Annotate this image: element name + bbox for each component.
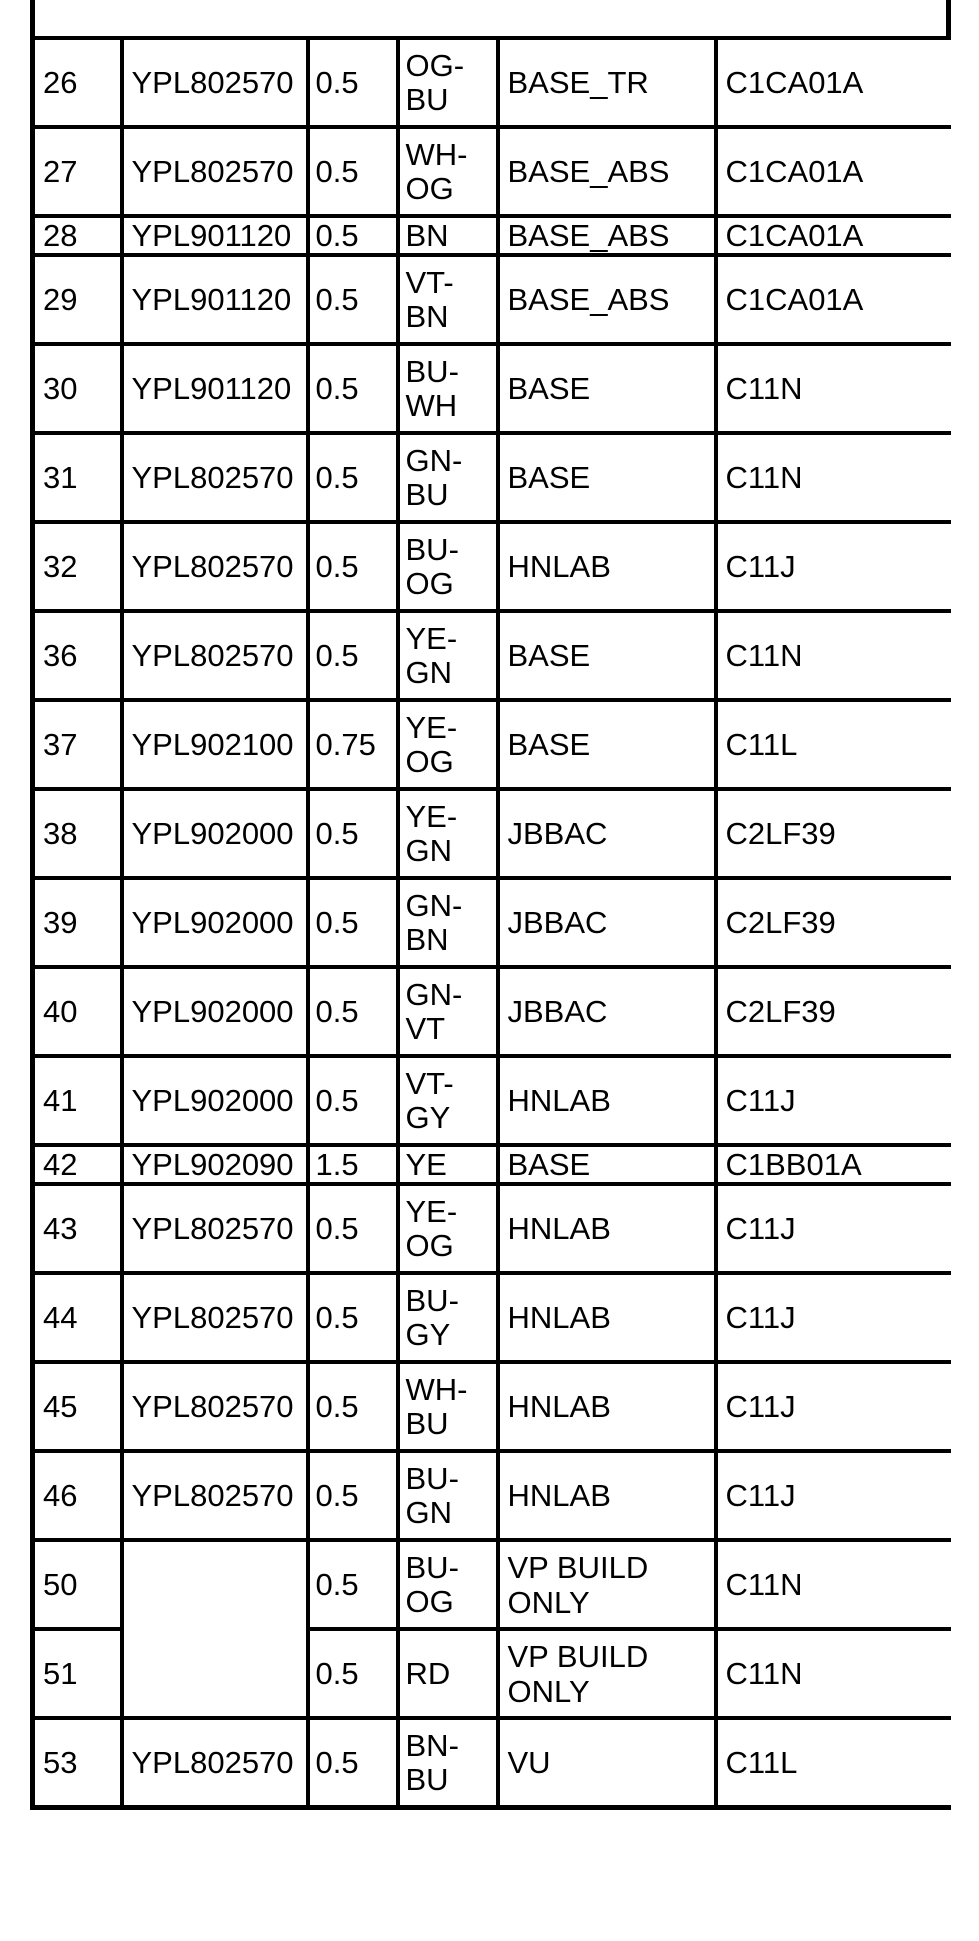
cell-circuit: BASE_TR [498,38,716,127]
table-row [33,789,952,878]
cell-pin: 42 [33,1145,122,1184]
cell-connector: C11J [716,1273,952,1362]
cell-pin: 43 [33,1184,122,1273]
table-row [33,700,952,789]
cell-pin: 32 [33,522,122,611]
cell-part: YPL901120 [122,344,308,433]
cell-pin: 28 [33,216,122,255]
cell-circuit: BASE [498,1145,716,1184]
cell-part: YPL802570 [122,522,308,611]
cell-part: YPL902090 [122,1145,308,1184]
cell-connector: C1CA01A [716,255,952,344]
cell-part: YPL802570 [122,1451,308,1540]
cell-circuit: HNLAB [498,1362,716,1451]
cell-circuit: BASE_ABS [498,216,716,255]
cell-circuit: VP BUILD ONLY [498,1540,716,1629]
cell-connector: C11J [716,1362,952,1451]
cell-color: GN- VT [398,967,498,1056]
cell-part: YPL802570 [122,1184,308,1273]
cell-color: WH- BU [398,1362,498,1451]
cell-color: GN- BN [398,878,498,967]
table-row [33,433,952,522]
cell-pin: 37 [33,700,122,789]
cell-color: YE- OG [398,1184,498,1273]
table-row [33,255,952,344]
table-row [33,1718,952,1808]
cell-circuit: HNLAB [498,1184,716,1273]
cell-color: BN- BU [398,1718,498,1808]
cell-pin: 29 [33,255,122,344]
cell-circuit: BASE [498,700,716,789]
cell-pin: 30 [33,344,122,433]
cell-connector: C11J [716,1184,952,1273]
cell-connector: C11L [716,700,952,789]
cell-color: RD [398,1629,498,1718]
cell-connector: C1BB01A [716,1145,952,1184]
cell-circuit: HNLAB [498,1273,716,1362]
cell-gauge: 0.5 [308,1629,398,1718]
cell-gauge: 0.5 [308,38,398,127]
cell-part: YPL902000 [122,967,308,1056]
table-row [33,611,952,700]
table-row [33,1273,952,1362]
cell-color: YE- OG [398,700,498,789]
cell-connector: C11J [716,1451,952,1540]
cell-gauge: 0.5 [308,1273,398,1362]
cell-connector: C11N [716,611,952,700]
cell-color: WH- OG [398,127,498,216]
cell-part: YPL802570 [122,611,308,700]
cell-part: YPL802570 [122,127,308,216]
cell-pin: 51 [33,1629,122,1718]
table-row [33,1540,952,1629]
cell-gauge: 0.5 [308,216,398,255]
cell-connector: C11N [716,344,952,433]
cell-pin: 36 [33,611,122,700]
cell-color: YE [398,1145,498,1184]
cell-circuit: BASE [498,433,716,522]
cell-circuit: HNLAB [498,1451,716,1540]
cell-connector: C1CA01A [716,127,952,216]
cell-part: YPL802570 [122,38,308,127]
cell-connector: C11L [716,1718,952,1808]
cell-pin: 44 [33,1273,122,1362]
cell-connector: C11N [716,1629,952,1718]
table-row [33,344,952,433]
cell-circuit: JBBAC [498,789,716,878]
cell-gauge: 1.5 [308,1145,398,1184]
cell-pin: 46 [33,1451,122,1540]
page-top-edge [30,0,951,40]
cell-gauge: 0.5 [308,1184,398,1273]
table-row [33,967,952,1056]
table-row [33,1451,952,1540]
table-row [33,522,952,611]
cell-connector: C11N [716,433,952,522]
cell-gauge: 0.5 [308,1718,398,1808]
cell-pin: 50 [33,1540,122,1629]
cell-circuit: BASE [498,611,716,700]
table-row [33,1184,952,1273]
cell-gauge: 0.5 [308,789,398,878]
table-row [33,1145,952,1184]
cell-color: GN- BU [398,433,498,522]
cell-connector: C11N [716,1540,952,1629]
cell-part: YPL802570 [122,1718,308,1808]
cell-pin: 26 [33,38,122,127]
cell-gauge: 0.5 [308,1540,398,1629]
cell-gauge: 0.5 [308,1451,398,1540]
cell-gauge: 0.5 [308,611,398,700]
cell-gauge: 0.5 [308,127,398,216]
table-row [33,38,952,127]
cell-circuit: HNLAB [498,522,716,611]
cell-pin: 53 [33,1718,122,1808]
cell-gauge: 0.5 [308,344,398,433]
cell-part: YPL901120 [122,216,308,255]
table-row [33,1362,952,1451]
cell-gauge: 0.5 [308,967,398,1056]
table-row [33,127,952,216]
cell-color: YE- GN [398,611,498,700]
cell-connector: C11J [716,1056,952,1145]
cell-part-empty [122,1540,308,1718]
cell-connector: C2LF39 [716,789,952,878]
cell-pin: 31 [33,433,122,522]
cell-circuit: HNLAB [498,1056,716,1145]
cell-color: BN [398,216,498,255]
cell-color: BU- GN [398,1451,498,1540]
cell-color: BU- OG [398,522,498,611]
cell-color: VT- GY [398,1056,498,1145]
cell-part: YPL802570 [122,433,308,522]
cell-circuit: VP BUILD ONLY [498,1629,716,1718]
cell-pin: 41 [33,1056,122,1145]
cell-part: YPL902100 [122,700,308,789]
cell-circuit: JBBAC [498,967,716,1056]
cell-part: YPL902000 [122,789,308,878]
cell-part: YPL802570 [122,1273,308,1362]
cell-gauge: 0.5 [308,878,398,967]
table-row [33,1056,952,1145]
cell-part: YPL901120 [122,255,308,344]
cell-circuit: JBBAC [498,878,716,967]
cell-connector: C2LF39 [716,878,952,967]
cell-connector: C2LF39 [716,967,952,1056]
cell-color: YE- GN [398,789,498,878]
cell-gauge: 0.5 [308,255,398,344]
cell-pin: 45 [33,1362,122,1451]
table-row [33,878,952,967]
wire-table-page [30,0,951,1941]
cell-connector: C1CA01A [716,216,952,255]
cell-gauge: 0.5 [308,1362,398,1451]
cell-part: YPL802570 [122,1362,308,1451]
cell-circuit: BASE_ABS [498,255,716,344]
cell-pin: 27 [33,127,122,216]
cell-gauge: 0.5 [308,433,398,522]
cell-gauge: 0.75 [308,700,398,789]
cell-part: YPL902000 [122,878,308,967]
table-row [33,216,952,255]
cell-connector: C1CA01A [716,38,952,127]
cell-pin: 39 [33,878,122,967]
cell-color: VT- BN [398,255,498,344]
cell-color: BU- OG [398,1540,498,1629]
cell-pin: 40 [33,967,122,1056]
cell-circuit: BASE_ABS [498,127,716,216]
cell-connector: C11J [716,522,952,611]
cell-gauge: 0.5 [308,522,398,611]
cell-pin: 38 [33,789,122,878]
cell-part: YPL902000 [122,1056,308,1145]
cell-color: OG- BU [398,38,498,127]
cell-gauge: 0.5 [308,1056,398,1145]
cell-circuit: BASE [498,344,716,433]
wire-table [30,36,951,1810]
cell-color: BU- GY [398,1273,498,1362]
cell-color: BU- WH [398,344,498,433]
cell-circuit: VU [498,1718,716,1808]
wire-table-body [33,38,952,1808]
